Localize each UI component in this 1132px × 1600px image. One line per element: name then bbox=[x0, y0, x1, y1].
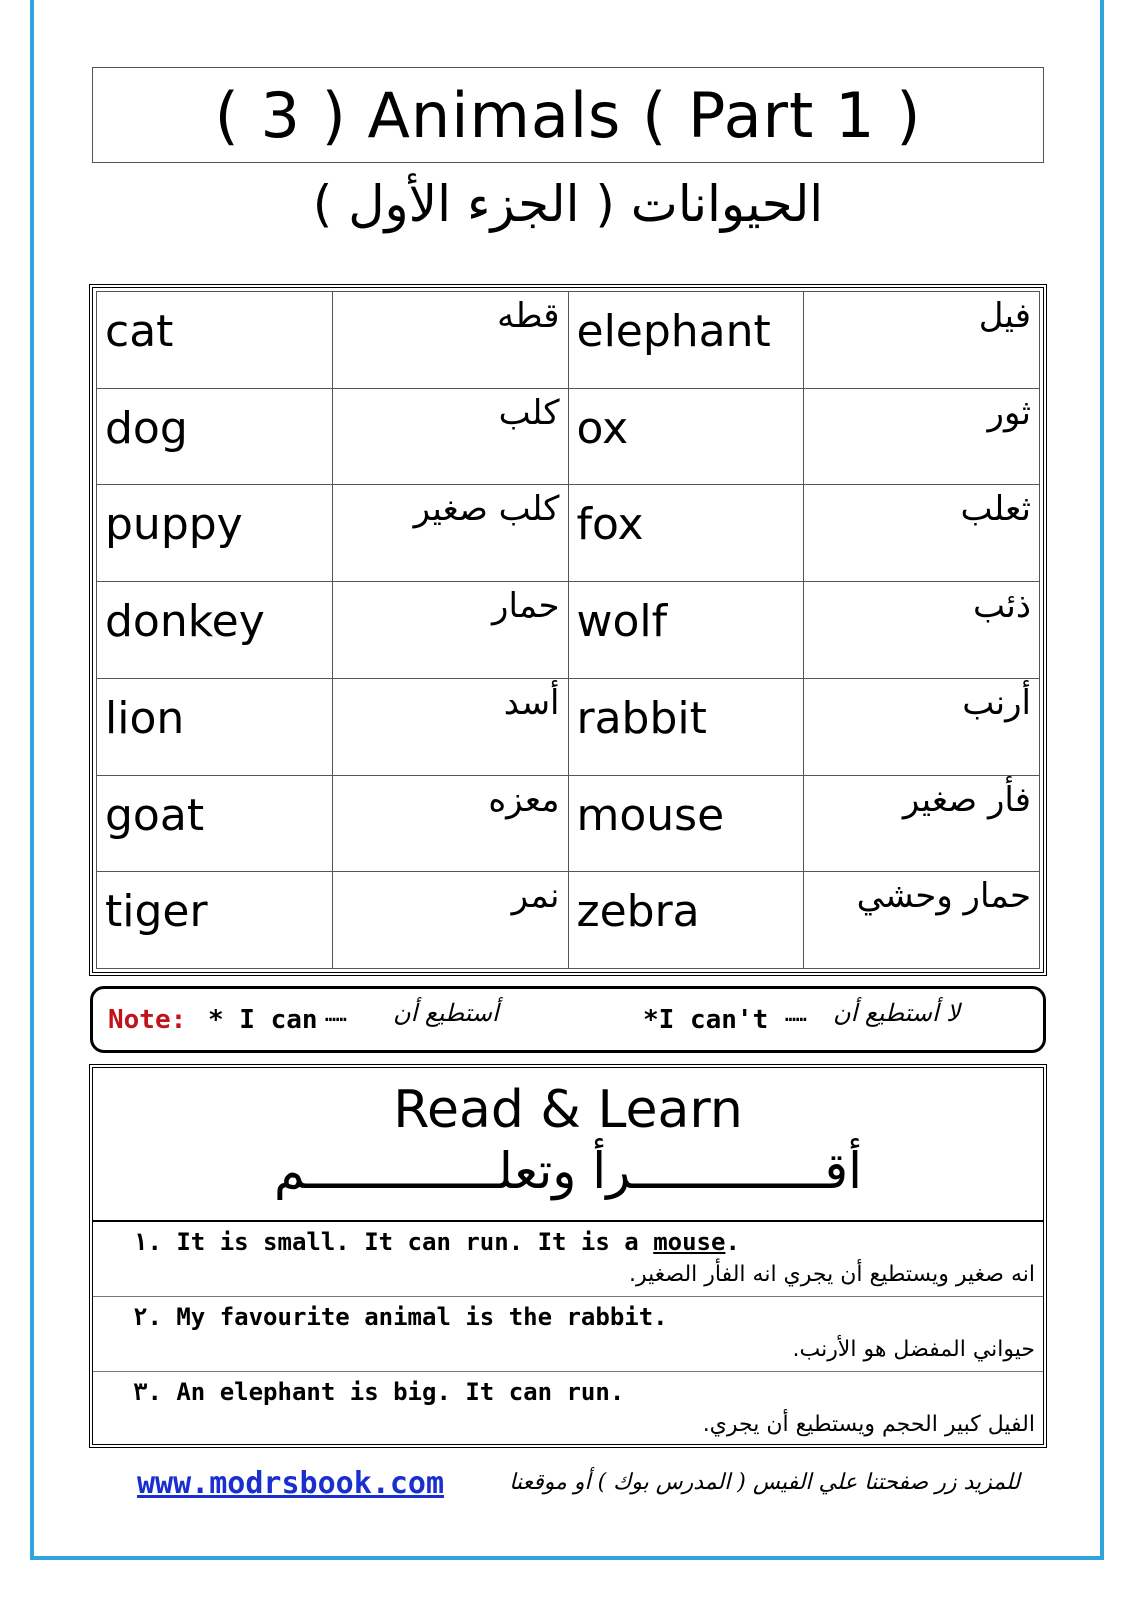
vocab-arabic: نمر bbox=[332, 872, 568, 969]
reading-sentence bbox=[93, 1222, 1043, 1297]
page-frame-bottom bbox=[30, 1556, 1104, 1560]
vocab-row bbox=[97, 775, 1040, 872]
vocab-arabic: حمار bbox=[332, 582, 568, 679]
read-and-learn-title: Read & Learn bbox=[393, 1080, 743, 1140]
note-cant-dots: …… bbox=[785, 1005, 807, 1026]
note-can-dots: …… bbox=[325, 1005, 347, 1026]
sentence-arabic: انه صغير ويستطيع أن يجري انه الفأر الصغير. bbox=[629, 1262, 1035, 1287]
note-box bbox=[90, 986, 1046, 1053]
vocab-english: mouse bbox=[568, 775, 804, 872]
vocab-english: wolf bbox=[568, 582, 804, 679]
note-can-text: * I can bbox=[208, 1005, 318, 1035]
note-cant-arabic: لا أستطيع أن bbox=[833, 999, 960, 1027]
vocab-row bbox=[97, 388, 1040, 485]
vocab-arabic: معزه bbox=[332, 775, 568, 872]
vocabulary-table bbox=[89, 284, 1047, 976]
vocab-english: dog bbox=[97, 388, 333, 485]
sentence-number: ٢. bbox=[133, 1303, 162, 1331]
note-cant-text: *I can't bbox=[643, 1005, 769, 1035]
read-and-learn-section bbox=[89, 1064, 1047, 1448]
sentence-number: ١. bbox=[133, 1228, 162, 1256]
vocab-arabic: قطه bbox=[332, 292, 568, 389]
vocab-arabic: كلب bbox=[332, 388, 568, 485]
read-and-learn-header bbox=[93, 1068, 1043, 1222]
lesson-title bbox=[92, 67, 1044, 163]
sentence-text: It is small. It can run. It is a bbox=[161, 1228, 654, 1256]
vocab-arabic: أسد bbox=[332, 678, 568, 775]
vocab-english: rabbit bbox=[568, 678, 804, 775]
vocab-row bbox=[97, 678, 1040, 775]
vocab-arabic: ثور bbox=[804, 388, 1040, 485]
sentence-text-end: . bbox=[725, 1228, 740, 1256]
vocab-row bbox=[97, 292, 1040, 389]
vocab-english: goat bbox=[97, 775, 333, 872]
page-frame-left bbox=[30, 0, 34, 1560]
lesson-title-text: ( 3 ) Animals ( Part 1 ) bbox=[214, 78, 922, 152]
vocab-english: donkey bbox=[97, 582, 333, 679]
vocab-arabic: فيل bbox=[804, 292, 1040, 389]
vocab-english: ox bbox=[568, 388, 804, 485]
sentence-text: An elephant is big. It can run. bbox=[161, 1378, 625, 1406]
sentence-arabic: حيواني المفضل هو الأرنب. bbox=[792, 1337, 1035, 1362]
reading-sentence bbox=[93, 1297, 1043, 1372]
sentence-answer: mouse bbox=[653, 1228, 726, 1256]
sentence-english bbox=[133, 1228, 740, 1256]
vocab-english: cat bbox=[97, 292, 333, 389]
vocab-english: fox bbox=[568, 485, 804, 582]
sentence-arabic: الفيل كبير الحجم ويستطيع أن يجري. bbox=[702, 1412, 1035, 1437]
sentence-number: ٣. bbox=[133, 1378, 162, 1406]
sentence-english bbox=[133, 1378, 624, 1406]
lesson-subtitle-ar: الحيوانات ( الجزء الأول ) bbox=[312, 175, 824, 233]
note-label: Note: bbox=[108, 1005, 187, 1035]
sentence-text: My favourite animal is the rabbit. bbox=[161, 1303, 668, 1331]
vocab-english: elephant bbox=[568, 292, 804, 389]
sentence-english bbox=[133, 1303, 668, 1331]
vocab-arabic: كلب صغير bbox=[332, 485, 568, 582]
vocab-row bbox=[97, 485, 1040, 582]
vocab-arabic: حمار وحشي bbox=[804, 872, 1040, 969]
vocab-arabic: ثعلب bbox=[804, 485, 1040, 582]
vocab-english: lion bbox=[97, 678, 333, 775]
vocab-english: zebra bbox=[568, 872, 804, 969]
vocab-row bbox=[97, 582, 1040, 679]
page-frame-right bbox=[1100, 0, 1104, 1560]
vocab-english: puppy bbox=[97, 485, 333, 582]
vocab-english: tiger bbox=[97, 872, 333, 969]
reading-sentence bbox=[93, 1372, 1043, 1446]
website-link[interactable]: www.modrsbook.com bbox=[137, 1466, 445, 1501]
note-can-arabic: أستطيع أن bbox=[393, 999, 499, 1027]
footer-arabic-text: للمزيد زر صفحتنا علي الفيس ( المدرس بوك ) أو موقعنا bbox=[509, 1470, 1020, 1495]
vocab-row bbox=[97, 872, 1040, 969]
read-and-learn-title-ar: أقـــــــــــــرأ وتعلـــــــــــــم bbox=[273, 1142, 863, 1200]
vocab-arabic: فأر صغير bbox=[804, 775, 1040, 872]
vocab-arabic: أرنب bbox=[804, 678, 1040, 775]
vocab-arabic: ذئب bbox=[804, 582, 1040, 679]
